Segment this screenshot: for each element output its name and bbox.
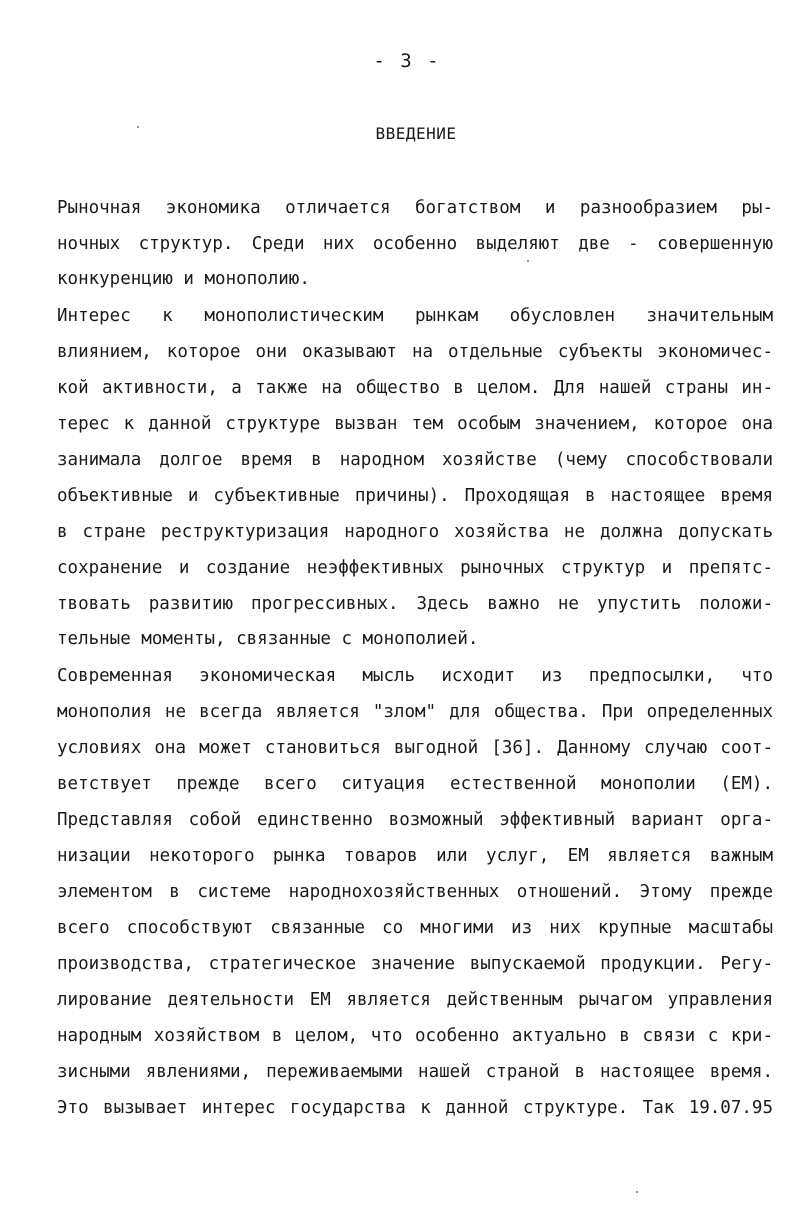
text-line: Представляя собой единственно возможный эффективный вариант орга-	[57, 810, 773, 830]
text-line: ночных структур. Среди них особенно выделяют две - совершенную	[57, 234, 773, 254]
section-title: ВВЕДЕНИЕ	[375, 124, 457, 143]
text-line: условиях она может становиться выгодной [36]. Данному случаю соот-	[57, 738, 773, 758]
scan-speck	[636, 1191, 638, 1193]
page-number: - 3 -	[373, 50, 441, 72]
text-line: тельные моменты, связанные с монополией.	[57, 629, 479, 649]
text-line: зисными явлениями, переживаемыми нашей страной в настоящее время.	[57, 1062, 773, 1082]
text-line: народным хозяйством в целом, что особенно актуально в связи с кри-	[57, 1026, 773, 1046]
text-line: Интерес к монополистическим рынкам обусловлен значительным	[57, 306, 773, 326]
text-line: монополия не всегда является "злом" для общества. При определенных	[57, 702, 773, 722]
text-line: Это вызывает интерес государства к данной структуре. Так 19.07.95	[57, 1098, 773, 1118]
text-line: занимала долгое время в народном хозяйстве (чему способствовали	[57, 450, 773, 470]
text-line: всего способствуют связанные со многими из них крупные масштабы	[57, 918, 773, 938]
text-line: кой активности, а также на общество в целом. Для нашей страны ин-	[57, 378, 773, 398]
text-line: твовать развитию прогрессивных. Здесь важно не упустить положи-	[57, 594, 773, 614]
text-line: низации некоторого рынка товаров или услуг, ЕМ является важным	[57, 846, 773, 866]
text-line: Современная экономическая мысль исходит из предпосылки, что	[57, 666, 773, 686]
text-line: ветствует прежде всего ситуация естественной монополии (ЕМ).	[57, 774, 773, 794]
scan-speck	[527, 260, 529, 262]
text-line: терес к данной структуре вызван тем особым значением, которое она	[57, 414, 773, 434]
text-line: объективные и субъективные причины). Проходящая в настоящее время	[57, 486, 773, 506]
scan-speck	[137, 126, 139, 128]
text-line: элементом в системе народнохозяйственных отношений. Этому прежде	[57, 882, 773, 902]
text-line: в стране реструктуризация народного хозяйства не должна допускать	[57, 522, 773, 542]
text-line: конкуренцию и монополию.	[57, 269, 310, 289]
text-line: Рыночная экономика отличается богатством и разнообразием ры-	[57, 198, 773, 218]
text-line: лирование деятельности ЕМ является действенным рычагом управления	[57, 990, 773, 1010]
text-line: влиянием, которое они оказывают на отдельные субъекты экономичес-	[57, 342, 773, 362]
text-line: производства, стратегическое значение выпускаемой продукции. Регу-	[57, 954, 773, 974]
text-line: сохранение и создание неэффективных рыночных структур и препятс-	[57, 558, 773, 578]
